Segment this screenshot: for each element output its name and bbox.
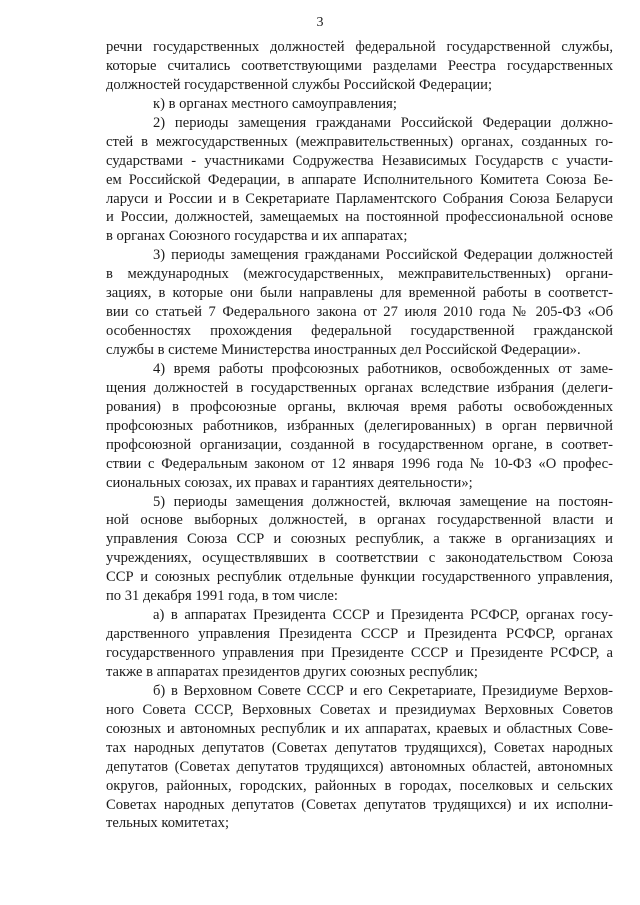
text-line: речни государственных должностей федеральной государственной службы,: [106, 39, 613, 55]
text-line: профсоюзной организации, созданной в государственном органе, в соответ-: [106, 436, 613, 453]
text-line: сиональных союзах, их правах и гарантиях деятельности»;: [106, 474, 473, 491]
text-line: сударствами - участниками Содружества Независимых Государств с участи-: [106, 152, 613, 169]
text-line: по 31 декабря 1991 года, в том числе:: [106, 588, 338, 605]
paragraph: [106, 682, 613, 834]
paragraph: [106, 360, 613, 493]
document-body: [106, 38, 613, 833]
text-line: ного Совета СССР, Верховных Советах и президиумах Верховных Советов: [106, 701, 613, 718]
text-line: в международных (межгосударственных, межправительственных) органи-: [106, 266, 613, 283]
paragraph: [106, 493, 613, 607]
text-line: ной основе выборных должностей, в органах государственной власти и: [106, 512, 613, 529]
text-line: вии со статьей 7 Федерального закона от 27 июля 2010 года № 205-ФЗ «Об: [106, 304, 613, 321]
paragraph: [106, 95, 613, 114]
text-line: учреждениях, осуществлявших в соответствии с законодательством Союза: [106, 550, 613, 567]
text-line: также в аппаратах президентов других союзных республик;: [106, 663, 478, 680]
text-line: стей в межгосударственных (межправительственных) органах, созданных го-: [106, 133, 613, 150]
text-line: рования) в профсоюзные органы, включая время работы освобожденных: [106, 398, 613, 415]
text-line: 3) периоды замещения гражданами Российской Федерации должностей: [153, 247, 613, 264]
text-line: профсоюзных работников, избранных (делегированных) в орган первичной: [106, 417, 613, 434]
text-line: в органах Союзного государства и их аппаратах;: [106, 228, 408, 245]
page-number: 3: [316, 15, 324, 30]
text-line: к) в органах местного самоуправления;: [153, 95, 397, 112]
paragraph: [106, 114, 613, 247]
text-line: ССР и союзных республик отдельные функции государственного управления,: [106, 569, 613, 586]
text-line: 2) периоды замещения гражданами Российской Федерации должно-: [153, 114, 613, 131]
text-line: особенностях прохождения федеральной государственной гражданской: [106, 323, 613, 340]
text-line: дарственного управления Президента СССР и Президента РСФСР, органах: [106, 626, 613, 643]
text-line: а) в аппаратах Президента СССР и Президента РСФСР, органах госу-: [153, 607, 613, 624]
paragraph: [106, 606, 613, 682]
text-line: округов, районных, городских, районных в городах, поселковых и сельских: [106, 777, 613, 794]
text-line: ларуси и России и в Секретариате Парламентского Собрания Союза Беларуси: [106, 190, 613, 207]
text-line: ем Российской Федерации, в аппарате Исполнительного Комитета Союза Бе-: [106, 171, 613, 188]
text-line: б) в Верховном Совете СССР и его Секретариате, Президиуме Верхов-: [153, 682, 613, 699]
text-line: ствии с Федеральным законом от 12 января 1996 года № 10-ФЗ «О профес-: [106, 455, 613, 472]
text-line: 5) периоды замещения должностей, включая замещение на постоян-: [153, 493, 613, 510]
text-line: тах народных депутатов (Советах депутатов трудящихся), Советах народных: [106, 739, 613, 756]
text-line: союзных и автономных республик и их аппаратах, краевых и областных Сове-: [106, 720, 613, 737]
text-line: зациях, в которые они были направлены для временной работы в соответст-: [106, 285, 613, 302]
paragraph: [106, 38, 613, 95]
text-line: управления Союза ССР и союзных республик, а также в организациях и: [106, 531, 613, 548]
text-line: государственного управления при Президенте СССР и Президенте РСФСР, а: [106, 645, 613, 661]
text-line: депутатов (Советах депутатов трудящихся) автономных областей, автономных: [106, 758, 613, 775]
text-line: щения должностей в государственных органах вследствие избрания (делеги-: [106, 379, 613, 396]
text-line: Советах народных депутатов (Советах депутатов трудящихся) и их исполни-: [106, 796, 613, 813]
text-line: и России, должностей, замещаемых на постоянной профессиональной основе: [106, 209, 613, 226]
text-line: службы в системе Министерства иностранных дел Российской Федерации».: [106, 342, 581, 358]
text-line: 4) время работы профсоюзных работников, освобожденных от заме-: [153, 360, 613, 377]
text-line: должностей государственной службы Российской Федерации;: [106, 76, 492, 93]
paragraph: [106, 246, 613, 360]
text-line: которые считались соответствующими разделами Реестра государственных: [106, 57, 613, 74]
text-line: тельных комитетах;: [106, 815, 230, 832]
